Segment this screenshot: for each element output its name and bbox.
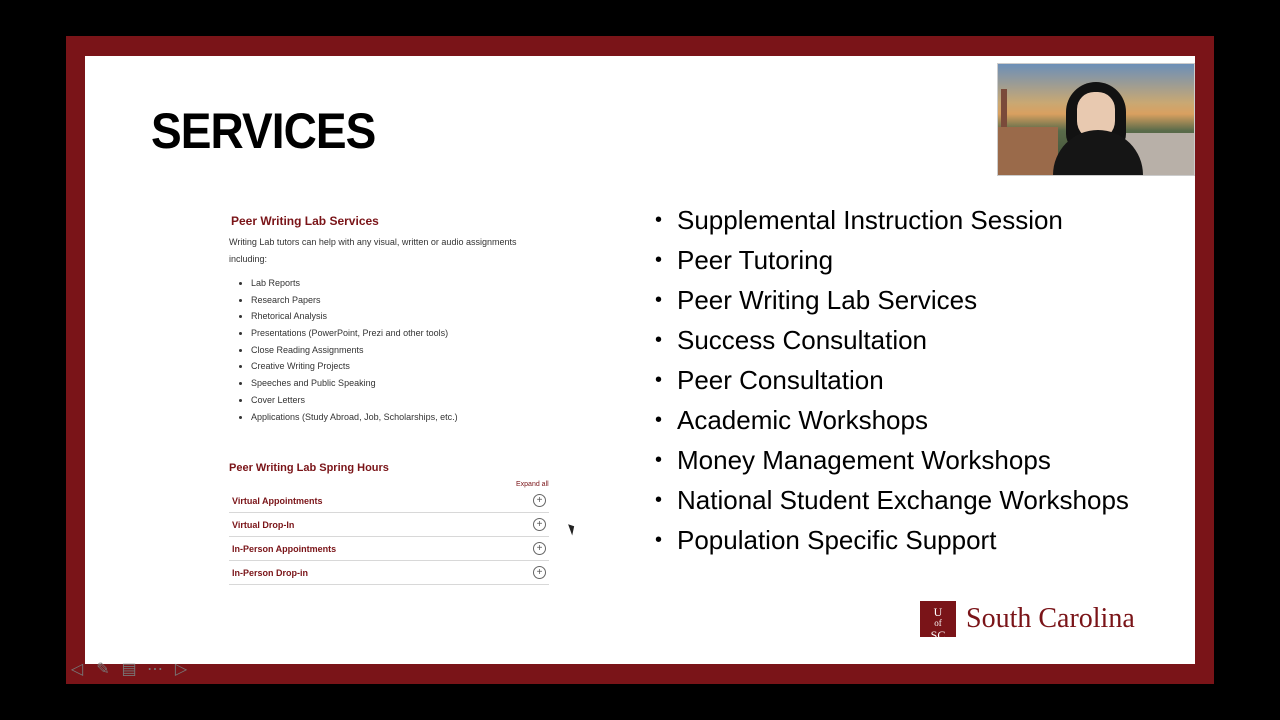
service-item: • Success Consultation xyxy=(655,325,928,355)
accordion-label: Virtual Drop-In xyxy=(232,520,295,530)
bullet-icon: • xyxy=(655,529,663,551)
pen-icon[interactable]: ✎ xyxy=(96,661,110,678)
list-item: • Presentations (PowerPoint, Prezi and other tools) xyxy=(251,325,458,342)
accordion-label: In-Person Appointments xyxy=(232,544,337,554)
accordion-row-in-person-drop-in[interactable] xyxy=(229,561,549,585)
more-icon[interactable]: ⋯ xyxy=(147,661,163,678)
lab-services-list xyxy=(239,275,458,425)
accordion-label: In-Person Drop-in xyxy=(232,568,308,578)
plus-icon[interactable]: + xyxy=(533,494,546,507)
services-list xyxy=(655,206,1175,566)
accordion-label: Virtual Appointments xyxy=(232,496,323,506)
menu-icon[interactable]: ▤ xyxy=(121,661,137,678)
accordion-row-in-person-appointments[interactable] xyxy=(229,537,549,561)
logo-text: South Carolina xyxy=(966,603,1135,634)
presentation-nav xyxy=(66,660,192,680)
service-item: • Supplemental Instruction Session xyxy=(655,205,1063,235)
list-item: • Close Reading Assignments xyxy=(251,342,458,359)
lab-heading: Peer Writing Lab Services xyxy=(231,214,379,228)
plus-icon[interactable]: + xyxy=(533,566,546,579)
list-item: • Rhetorical Analysis xyxy=(251,308,458,325)
slide-title: SERVICES xyxy=(151,103,376,159)
bullet-icon: • xyxy=(655,289,663,311)
hours-heading: Peer Writing Lab Spring Hours xyxy=(229,462,389,474)
service-item: • Academic Workshops xyxy=(655,405,928,435)
expand-all-link[interactable]: Expand all xyxy=(516,481,549,488)
service-item: • Money Management Workshops xyxy=(655,445,1051,475)
bullet-icon: • xyxy=(655,329,663,351)
hours-accordion xyxy=(229,489,549,585)
list-item: • Lab Reports xyxy=(251,275,458,292)
lab-description: Writing Lab tutors can help with any visual, written or audio assignments including: xyxy=(229,237,517,264)
logo-mark: U of SC xyxy=(920,601,956,637)
accordion-row-virtual-appointments[interactable] xyxy=(229,489,549,513)
list-item: • Speeches and Public Speaking xyxy=(251,375,458,392)
bullet-icon: • xyxy=(655,369,663,391)
arrow-right-icon[interactable]: ▷ xyxy=(174,661,188,678)
list-item: • Cover Letters xyxy=(251,392,458,409)
bullet-icon: • xyxy=(655,249,663,271)
service-item: • Population Specific Support xyxy=(655,525,997,555)
bullet-icon: • xyxy=(655,489,663,511)
bullet-icon: • xyxy=(655,209,663,231)
service-item: • Peer Tutoring xyxy=(655,245,834,275)
webcam-video xyxy=(997,63,1195,176)
plus-icon[interactable]: + xyxy=(533,542,546,555)
university-logo xyxy=(920,601,1135,642)
list-item: • Applications (Study Abroad, Job, Scholarships, etc.) xyxy=(251,409,458,426)
service-item: • Peer Writing Lab Services xyxy=(655,285,978,315)
list-item: • Creative Writing Projects xyxy=(251,358,458,375)
arrow-left-icon[interactable]: ◁ xyxy=(70,661,84,678)
list-item: • Research Papers xyxy=(251,292,458,309)
accordion-row-virtual-drop-in[interactable] xyxy=(229,513,549,537)
plus-icon[interactable]: + xyxy=(533,518,546,531)
service-item: • Peer Consultation xyxy=(655,365,884,395)
bullet-icon: • xyxy=(655,409,663,431)
bullet-icon: • xyxy=(655,449,663,471)
mouse-cursor-icon xyxy=(568,523,577,536)
service-item: • National Student Exchange Workshops xyxy=(655,485,1129,515)
